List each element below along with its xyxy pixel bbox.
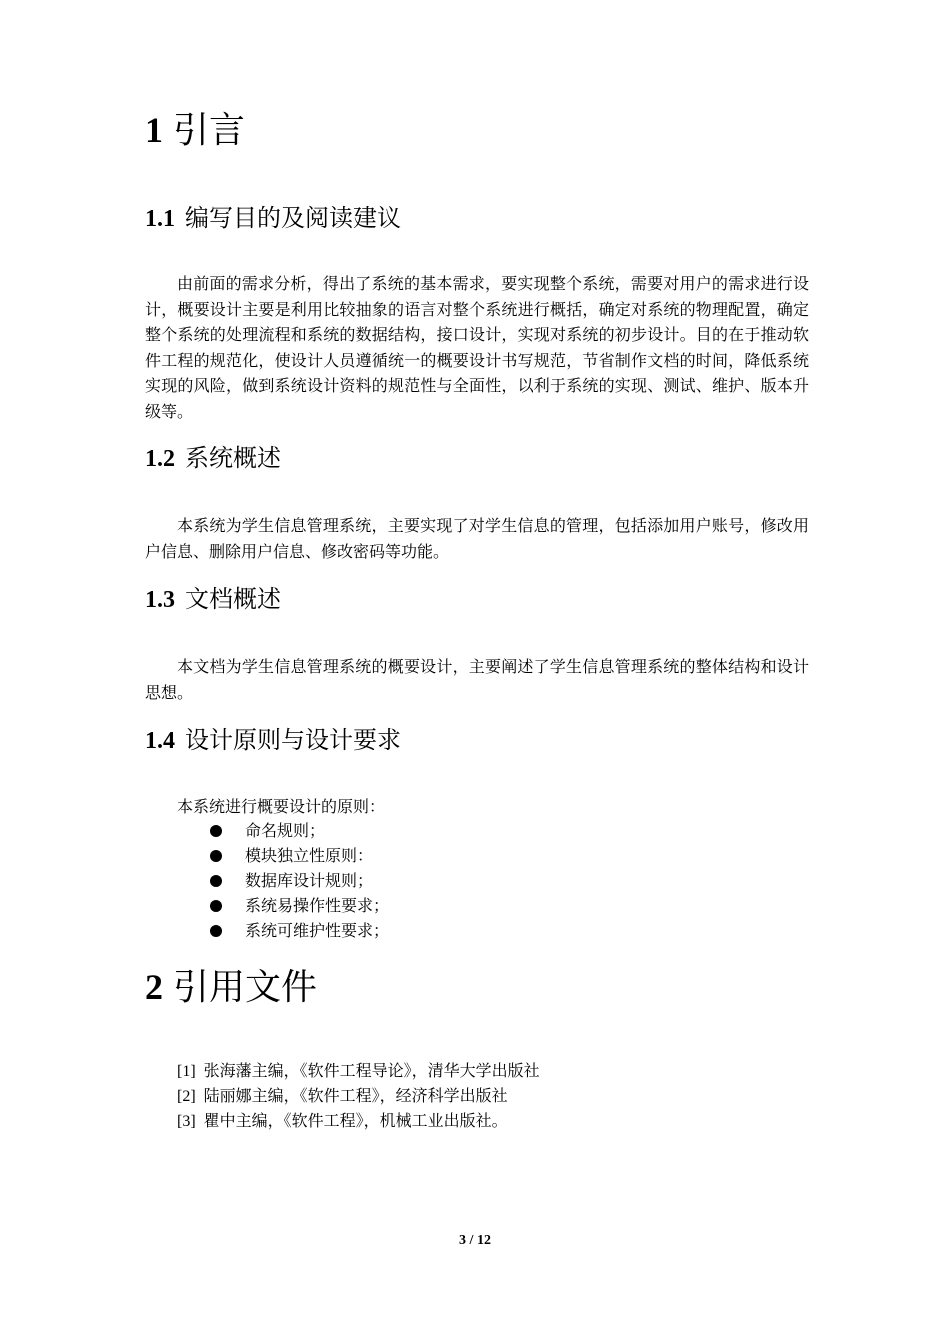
heading-title: 文档概述 <box>185 585 281 613</box>
paragraph-purpose: 由前面的需求分析，得出了系统的基本需求，要实现整个系统，需要对用户的需求进行设计，概要设计主要是利用比较抽象的语言对整个系统进行概括，确定对系统的物理配置，确定整个系统的处理流程和系统的数据结构，接口设计，实现对系统的初步设计。目的在于推动软件工程的规范化，使设计人员遵循统一的概要设计书写规范，节省制作文档的时间，降低系统实现的风险，做到系统设计资料的规范性与全面性，以利于系统的实现、测试、维护、版本升级等。 <box>145 274 809 421</box>
heading-1-4-design-principles <box>145 724 401 757</box>
list-item: 系统易操作性要求； <box>210 893 389 918</box>
heading-2-references <box>145 965 317 1010</box>
page-number: 3 / 12 <box>459 1233 491 1248</box>
heading-title: 引言 <box>173 110 246 151</box>
heading-1-2-system-overview <box>145 442 281 475</box>
heading-title: 设计原则与设计要求 <box>185 726 401 754</box>
heading-number: 1.4 <box>145 728 175 754</box>
heading-number: 1 <box>145 110 163 150</box>
paragraph-document-overview: 本文档为学生信息管理系统的概要设计，主要阐述了学生信息管理系统的整体结构和设计思想。 <box>145 657 809 702</box>
bullet-icon <box>210 900 222 912</box>
heading-1-introduction <box>145 108 245 153</box>
reference-list <box>177 1058 540 1133</box>
list-item: 数据库设计规则； <box>210 868 389 893</box>
reference-item: [1] 张海藩主编，《软件工程导论》，清华大学出版社 <box>177 1061 540 1080</box>
principles-list <box>210 818 389 943</box>
heading-number: 1.2 <box>145 446 175 472</box>
heading-number: 2 <box>145 967 163 1007</box>
list-item: 系统可维护性要求； <box>210 918 389 943</box>
list-item: 模块独立性原则： <box>210 843 389 868</box>
heading-1-1-purpose <box>145 202 401 235</box>
heading-title: 系统概述 <box>185 444 281 472</box>
heading-number: 1.1 <box>145 206 175 232</box>
reference-item: [3] 瞿中主编，《软件工程》，机械工业出版社。 <box>177 1111 508 1130</box>
principles-intro: 本系统进行概要设计的原则： <box>177 797 386 816</box>
heading-title: 编写目的及阅读建议 <box>185 204 401 232</box>
bullet-icon <box>210 850 222 862</box>
bullet-icon <box>210 925 222 937</box>
bullet-icon <box>210 825 222 837</box>
reference-item: [2] 陆丽娜主编，《软件工程》，经济科学出版社 <box>177 1086 508 1105</box>
list-item: 命名规则； <box>210 818 389 843</box>
paragraph-system-overview: 本系统为学生信息管理系统，主要实现了对学生信息的管理，包括添加用户账号，修改用户信息、删除用户信息、修改密码等功能。 <box>145 516 809 561</box>
bullet-icon <box>210 875 222 887</box>
heading-title: 引用文件 <box>173 967 318 1008</box>
heading-number: 1.3 <box>145 587 175 613</box>
heading-1-3-document-overview <box>145 583 281 616</box>
